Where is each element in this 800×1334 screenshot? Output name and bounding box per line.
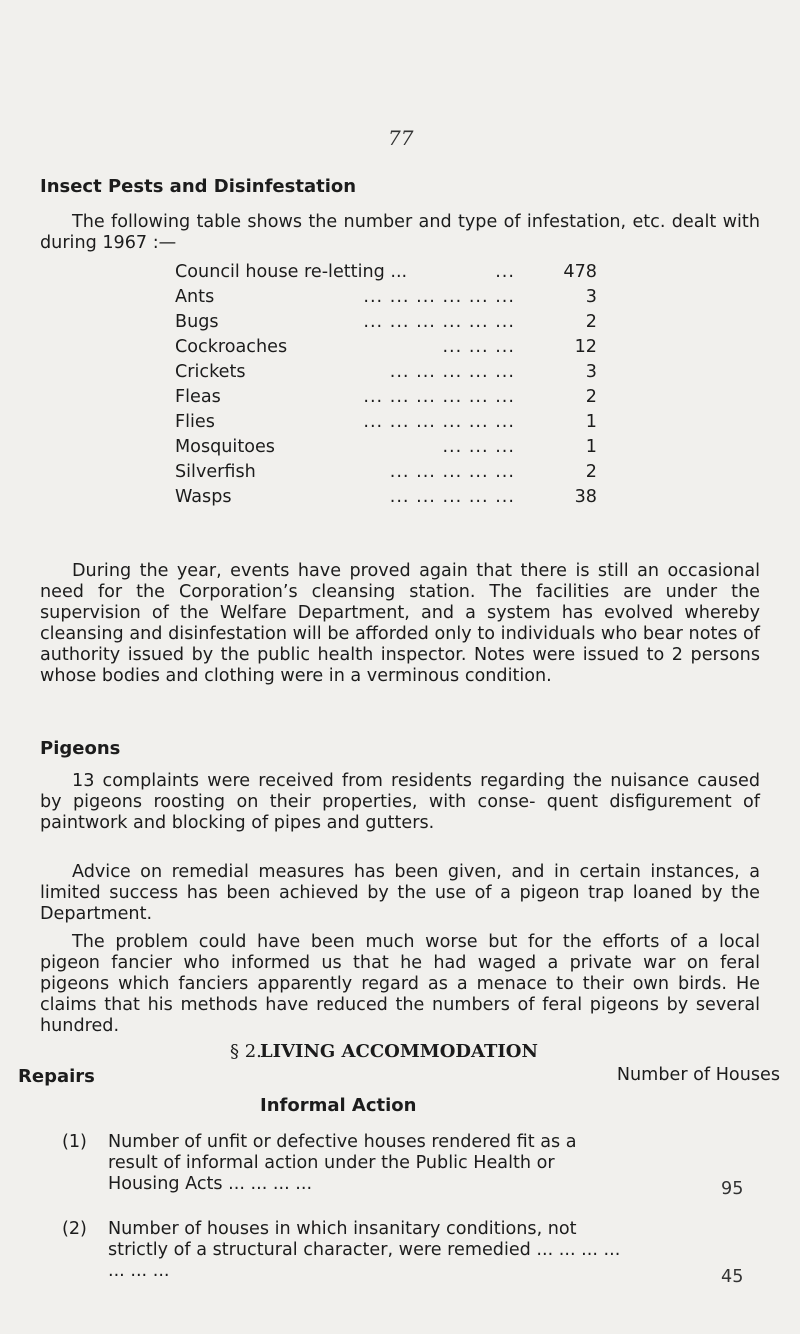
- row-value: 3: [585, 362, 597, 382]
- pigeons-paragraph-1: [40, 771, 760, 834]
- row-label: Council house re-letting ...: [175, 262, 408, 282]
- cleansing-text: During the year, events have proved again that there is still an occasional need for the Corporation’s cleansing station. The facilities are under the supervision of the Welfare Department, and a system has evolved whereby cleansing and disinfestation will be afforded only to individuals who bear notes of authority issued by the public health inspector. Notes were issued to 2 persons whose bodies and clothing were in a verminous condition.: [40, 561, 760, 686]
- section-title-living-accommodation: LIVING ACCOMMODATION: [260, 1041, 538, 1062]
- informal-action-heading: Informal Action: [260, 1095, 417, 1116]
- section-symbol: § 2.: [230, 1041, 262, 1062]
- table-row: [175, 285, 597, 309]
- table-row: [175, 460, 597, 484]
- item-number: (1): [62, 1132, 87, 1152]
- row-value: 2: [585, 387, 597, 407]
- section-heading-insect-pests: Insect Pests and Disinfestation: [40, 176, 357, 197]
- item-text: Number of houses in which insanitary conditions, not strictly of a structural character, were remedied ... ... ... ... ... ... ...: [108, 1219, 621, 1281]
- pigeons-paragraph-2: [40, 862, 760, 925]
- row-label: Bugs: [175, 312, 219, 332]
- page-number: 77: [388, 126, 414, 150]
- row-label: Crickets: [175, 362, 246, 382]
- pigeons-paragraph-3: [40, 932, 760, 1037]
- item-text: Number of unfit or defective houses rendered fit as a result of informal action under the Public Health or Housing Acts ... ... ... ...: [108, 1132, 577, 1194]
- row-value: 1: [585, 412, 597, 432]
- table-row: [175, 360, 597, 384]
- row-dots: ... ... ... ... ...: [389, 462, 515, 482]
- table-row: [175, 335, 597, 359]
- item-value: 45: [721, 1267, 744, 1287]
- row-dots: ... ... ... ... ... ...: [363, 312, 515, 332]
- row-value: 1: [585, 437, 597, 457]
- row-label: Silverfish: [175, 462, 256, 482]
- cleansing-paragraph: [40, 561, 760, 687]
- intro-paragraph: [40, 212, 760, 254]
- pigeons-text-1: 13 complaints were received from residents regarding the nuisance caused by pigeons roosting on their properties, with conse- quent disfigurement of paintwork and blocking of pipes and gutters.: [40, 771, 760, 833]
- row-label: Ants: [175, 287, 215, 307]
- row-label: Mosquitoes: [175, 437, 275, 457]
- table-row: [175, 410, 597, 434]
- table-row: [175, 435, 597, 459]
- row-value: 2: [585, 312, 597, 332]
- row-label: Fleas: [175, 387, 221, 407]
- row-dots: ... ... ... ... ... ...: [363, 412, 515, 432]
- number-of-houses-header: Number of Houses: [616, 1065, 780, 1085]
- item-value: 95: [721, 1179, 744, 1199]
- row-dots: ... ... ...: [442, 337, 515, 357]
- row-dots: ... ... ... ... ...: [389, 487, 515, 507]
- row-dots: ... ... ... ... ... ...: [363, 287, 515, 307]
- row-value: 12: [574, 337, 597, 357]
- table-row: [175, 310, 597, 334]
- row-dots: ... ... ... ... ... ...: [363, 387, 515, 407]
- row-label: Cockroaches: [175, 337, 288, 357]
- pigeons-text-2: Advice on remedial measures has been given, and in certain instances, a limited success has been achieved by the use of a pigeon trap loaned by the Department.: [40, 862, 760, 924]
- row-label: Flies: [175, 412, 215, 432]
- intro-text: The following table shows the number and type of infestation, etc. dealt with during 1967 :—: [40, 212, 760, 253]
- repairs-label: Repairs: [18, 1066, 95, 1087]
- row-label: Wasps: [175, 487, 232, 507]
- row-value: 2: [585, 462, 597, 482]
- row-value: 38: [574, 487, 597, 507]
- row-value: 478: [563, 262, 597, 282]
- row-value: 3: [585, 287, 597, 307]
- row-dots: ... ... ...: [442, 437, 515, 457]
- table-row: [175, 385, 597, 409]
- row-dots: ...: [495, 262, 515, 282]
- section-heading-pigeons: Pigeons: [40, 738, 121, 759]
- row-dots: ... ... ... ... ...: [389, 362, 515, 382]
- item-number: (2): [62, 1219, 87, 1239]
- table-row: [175, 485, 597, 509]
- pigeons-text-3: The problem could have been much worse but for the efforts of a local pigeon fancier who informed us that he had waged a private war on feral pigeons which fanciers apparently regard as a menace to their own birds. He claims that his methods have reduced the numbers of feral pigeons by several hundred.: [40, 932, 760, 1036]
- table-row: [175, 260, 597, 284]
